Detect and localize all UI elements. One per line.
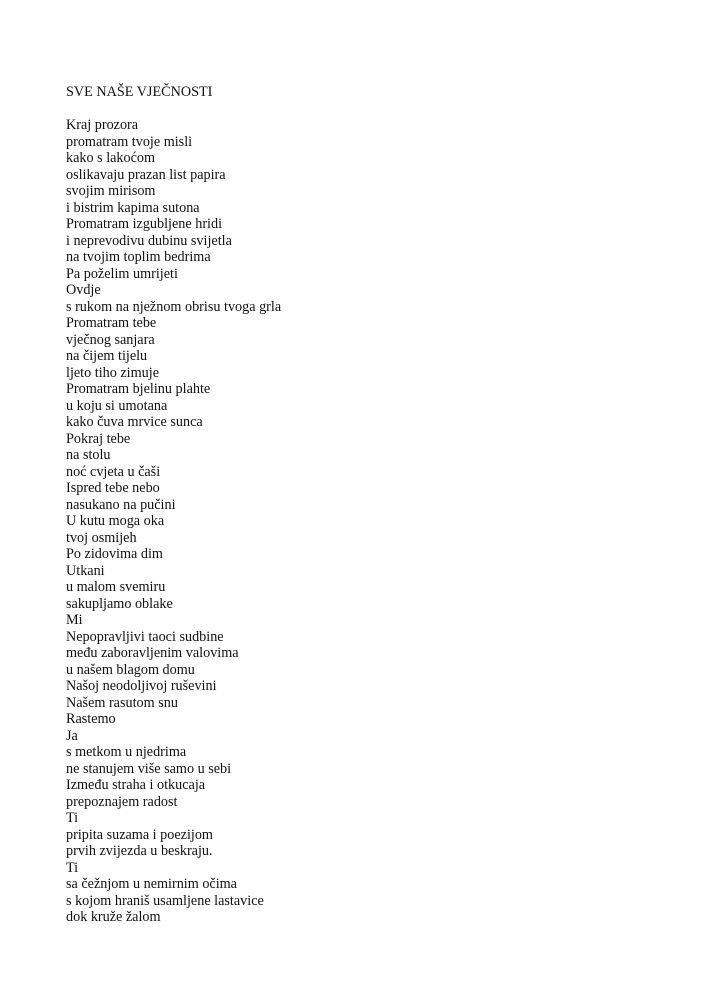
poem-line: na tvojim toplim bedrima	[66, 249, 211, 265]
poem-line: nasukano na pučini	[66, 496, 176, 513]
poem-line: među zaboravljenim valovima	[66, 645, 239, 661]
poem-line: Rastemo	[66, 711, 116, 727]
poem-line: Ja	[66, 727, 78, 744]
poem-line: prvih zvijezda u beskraju.	[66, 843, 213, 859]
poem-line: Ti	[66, 810, 79, 826]
poem-line: na stolu	[66, 447, 111, 463]
poem-line: tvoj osmijeh	[66, 529, 137, 546]
poem-line: i neprevodivu dubinu svijetla	[66, 232, 232, 249]
poem-line: dok kruže žalom	[66, 909, 161, 925]
poem-line: Nepopravljivi taoci sudbine	[66, 628, 224, 645]
poem-line: Našem rasutom snu	[66, 694, 178, 711]
poem-line: Utkani	[66, 562, 105, 579]
poem-line: ljeto tiho zimuje	[66, 364, 159, 381]
poem-line: sa čežnjom u nemirnim očima	[66, 876, 237, 892]
poem-line: U kutu moga oka	[66, 513, 165, 529]
poem-line: Kraj prozora	[66, 117, 139, 133]
poem-line: oslikavaju prazan list papira	[66, 166, 226, 183]
poem-line: s metkom u njedrima	[66, 744, 187, 760]
poem-line: u našem blagom domu	[66, 661, 195, 678]
poem-line: Po zidovima dim	[66, 546, 163, 562]
poem-title: SVE NAŠE VJEČNOSTI	[66, 84, 213, 100]
poem-line: Između straha i otkucaja	[66, 777, 206, 793]
poem-body	[66, 84, 666, 926]
poem-line: kako s lakoćom	[66, 150, 156, 166]
poem-line: u malom svemiru	[66, 579, 166, 595]
poem-line: Mi	[66, 612, 83, 628]
poem-line: s rukom na nježnom obrisu tvoga grla	[66, 298, 282, 315]
poem-line: Promatram tebe	[66, 315, 157, 331]
poem-line: promatram tvoje misli	[66, 133, 193, 150]
poem-line: s kojom hraniš usamljene lastavice	[66, 892, 264, 909]
poem-line: Ti	[66, 859, 79, 876]
poem-line: vječnog sanjara	[66, 331, 155, 348]
poem-line: Pa poželim umrijeti	[66, 265, 178, 282]
poem-line: sakupljamo oblake	[66, 595, 173, 612]
poem-line: Ispred tebe nebo	[66, 480, 160, 496]
poem-line: Pokraj tebe	[66, 430, 131, 447]
poem-line: Ovdje	[66, 282, 101, 298]
poem-line: pripita suzama i poezijom	[66, 826, 213, 843]
poem-line: kako čuva mrvice sunca	[66, 414, 203, 430]
poem-line: ne stanujem više samo u sebi	[66, 760, 232, 777]
poem-line: na čijem tijelu	[66, 348, 148, 364]
poem-line: i bistrim kapima sutona	[66, 199, 200, 216]
poem-line: svojim mirisom	[66, 183, 156, 199]
poem-line: prepoznajem radost	[66, 793, 178, 810]
poem-lines	[66, 117, 666, 926]
poem-line: Promatram bjelinu plahte	[66, 381, 211, 397]
poem-line: Promatram izgubljene hridi	[66, 216, 223, 232]
poem-line: u koju si umotana	[66, 397, 168, 414]
poem-line: Našoj neodoljivoj ruševini	[66, 678, 217, 694]
poem-line: noć cvjeta u čaši	[66, 463, 161, 480]
